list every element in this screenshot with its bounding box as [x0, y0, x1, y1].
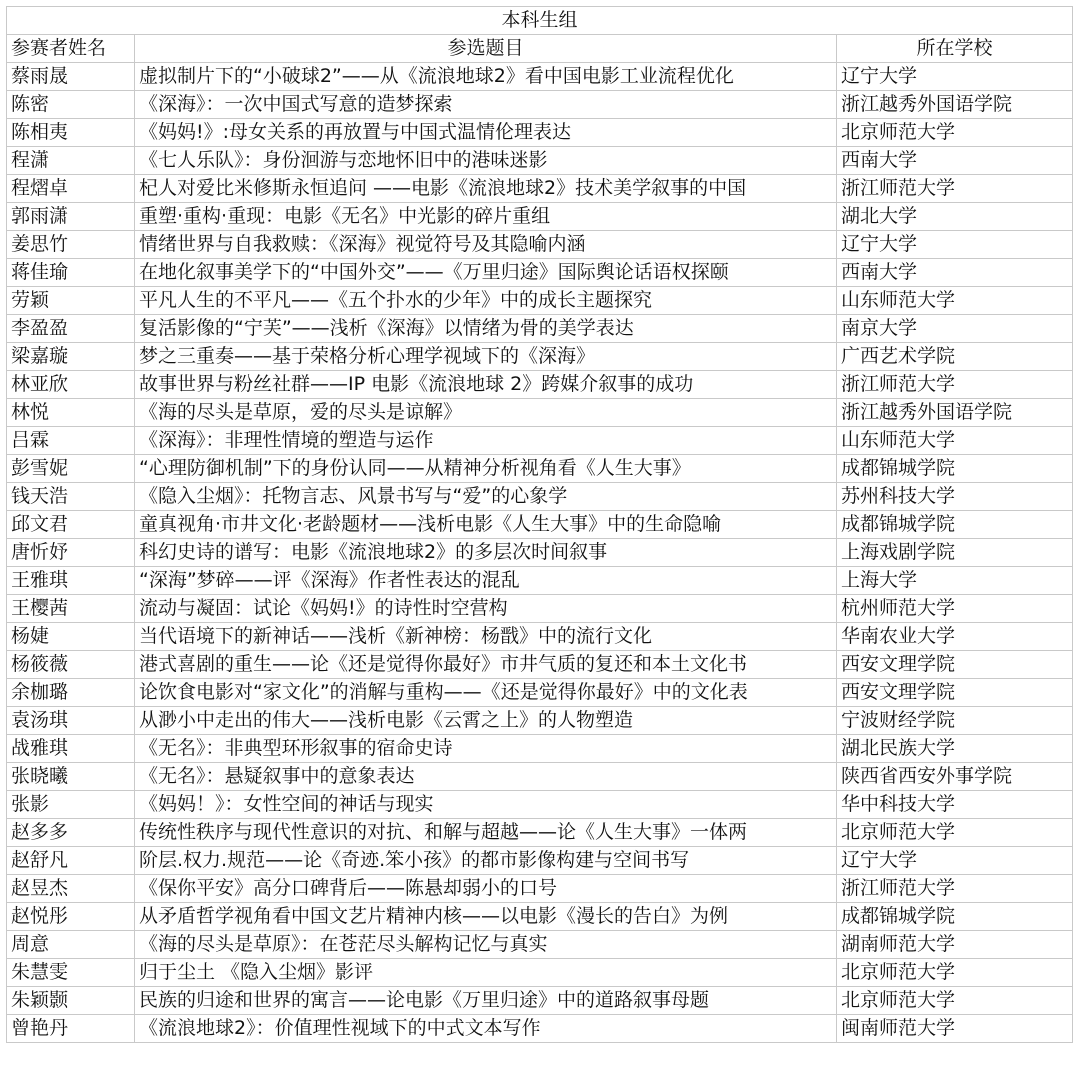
entry-title-cell: 《无名》：悬疑叙事中的意象表达 — [135, 763, 837, 791]
school-cell: 湖北大学 — [837, 203, 1073, 231]
table-row — [7, 959, 1073, 987]
entry-title-cell: “心理防御机制”下的身份认同——从精神分析视角看《人生大事》 — [135, 455, 837, 483]
entry-title-cell: 民族的归途和世界的寓言——论电影《万里归途》中的道路叙事母题 — [135, 987, 837, 1015]
participant-name-cell: 唐忻妤 — [7, 539, 135, 567]
entry-title-cell: 阶层.权力.规范——论《奇迹.笨小孩》的都市影像构建与空间书写 — [135, 847, 837, 875]
entry-title-cell: 《七人乐队》：身份洄游与恋地怀旧中的港味迷影 — [135, 147, 837, 175]
entry-title-cell: 平凡人生的不平凡——《五个扑水的少年》中的成长主题探究 — [135, 287, 837, 315]
participant-name-cell: 朱慧雯 — [7, 959, 135, 987]
table-row — [7, 903, 1073, 931]
table-row — [7, 343, 1073, 371]
participant-name-cell: 邱文君 — [7, 511, 135, 539]
entry-title-cell: 在地化叙事美学下的“中国外交”——《万里归途》国际舆论话语权探颐 — [135, 259, 837, 287]
participant-name-cell: 李盈盈 — [7, 315, 135, 343]
participant-name-cell: 姜思竹 — [7, 231, 135, 259]
entry-title-cell: 《保你平安》高分口碑背后——陈悬却弱小的口号 — [135, 875, 837, 903]
table-row — [7, 511, 1073, 539]
table-row — [7, 847, 1073, 875]
table-row — [7, 707, 1073, 735]
table-row — [7, 399, 1073, 427]
entry-title-cell: 《海的尽头是草原》：在苍茫尽头解构记忆与真实 — [135, 931, 837, 959]
participant-name-cell: 梁嘉璇 — [7, 343, 135, 371]
table-row — [7, 679, 1073, 707]
participant-name-cell: 赵舒凡 — [7, 847, 135, 875]
participant-name-cell: 赵多多 — [7, 819, 135, 847]
table-row — [7, 147, 1073, 175]
school-cell: 北京师范大学 — [837, 987, 1073, 1015]
entry-title-cell: 复活影像的“宁芙”——浅析《深海》以情绪为骨的美学表达 — [135, 315, 837, 343]
entry-title-cell: 论饮食电影对“家文化”的消解与重构——《还是觉得你最好》中的文化表 — [135, 679, 837, 707]
participant-name-cell: 杨筱薇 — [7, 651, 135, 679]
entry-title-cell: 流动与凝固：试论《妈妈!》的诗性时空营构 — [135, 595, 837, 623]
table-row — [7, 931, 1073, 959]
header-title: 参选题目 — [135, 35, 837, 63]
header-name: 参赛者姓名 — [7, 35, 135, 63]
school-cell: 南京大学 — [837, 315, 1073, 343]
school-cell: 成都锦城学院 — [837, 455, 1073, 483]
table-row — [7, 63, 1073, 91]
school-cell: 湖南师范大学 — [837, 931, 1073, 959]
entry-title-cell: 当代语境下的新神话——浅析《新神榜：杨戬》中的流行文化 — [135, 623, 837, 651]
school-cell: 成都锦城学院 — [837, 903, 1073, 931]
school-cell: 北京师范大学 — [837, 119, 1073, 147]
school-cell: 浙江越秀外国语学院 — [837, 399, 1073, 427]
entry-title-cell: 《流浪地球2》：价值理性视域下的中式文本写作 — [135, 1015, 837, 1043]
participant-name-cell: 劳颖 — [7, 287, 135, 315]
participant-name-cell: 曾艳丹 — [7, 1015, 135, 1043]
participant-name-cell: 战雅琪 — [7, 735, 135, 763]
table-row — [7, 819, 1073, 847]
school-cell: 浙江师范大学 — [837, 875, 1073, 903]
participant-name-cell: 林亚欣 — [7, 371, 135, 399]
school-cell: 北京师范大学 — [837, 819, 1073, 847]
entry-title-cell: 《海的尽头是草原，爱的尽头是谅解》 — [135, 399, 837, 427]
participant-name-cell: 吕霖 — [7, 427, 135, 455]
school-cell: 华南农业大学 — [837, 623, 1073, 651]
entry-title-cell: 重塑·重构·重现：电影《无名》中光影的碎片重组 — [135, 203, 837, 231]
participant-name-cell: 陈密 — [7, 91, 135, 119]
table-row — [7, 791, 1073, 819]
entry-title-cell: 从渺小中走出的伟大——浅析电影《云霄之上》的人物塑造 — [135, 707, 837, 735]
entry-title-cell: 《隐入尘烟》：托物言志、风景书写与“爱”的心象学 — [135, 483, 837, 511]
school-cell: 浙江师范大学 — [837, 175, 1073, 203]
participant-name-cell: 钱天浩 — [7, 483, 135, 511]
table-row — [7, 371, 1073, 399]
entry-title-cell: 《深海》：一次中国式写意的造梦探索 — [135, 91, 837, 119]
table-row — [7, 539, 1073, 567]
table-row — [7, 119, 1073, 147]
entry-title-cell: “深海”梦碎——评《深海》作者性表达的混乱 — [135, 567, 837, 595]
participant-name-cell: 周意 — [7, 931, 135, 959]
participant-name-cell: 朱颖颢 — [7, 987, 135, 1015]
school-cell: 浙江师范大学 — [837, 371, 1073, 399]
table-row — [7, 231, 1073, 259]
table-row — [7, 1015, 1073, 1043]
entry-title-cell: 港式喜剧的重生——论《还是觉得你最好》市井气质的复还和本土文化书 — [135, 651, 837, 679]
table-row — [7, 483, 1073, 511]
entry-title-cell: 《无名》：非典型环形叙事的宿命史诗 — [135, 735, 837, 763]
participants-table — [6, 6, 1073, 1043]
group-title: 本科生组 — [7, 7, 1073, 35]
school-cell: 西安文理学院 — [837, 679, 1073, 707]
participant-name-cell: 赵昱杰 — [7, 875, 135, 903]
table-row — [7, 259, 1073, 287]
participant-name-cell: 张影 — [7, 791, 135, 819]
participant-name-cell: 赵悦彤 — [7, 903, 135, 931]
entry-title-cell: 传统性秩序与现代性意识的对抗、和解与超越——论《人生大事》一体两 — [135, 819, 837, 847]
participant-name-cell: 袁汤琪 — [7, 707, 135, 735]
school-cell: 广西艺术学院 — [837, 343, 1073, 371]
table-row — [7, 315, 1073, 343]
entry-title-cell: 《妈妈!》:母女关系的再放置与中国式温情伦理表达 — [135, 119, 837, 147]
school-cell: 杭州师范大学 — [837, 595, 1073, 623]
table-row — [7, 427, 1073, 455]
table-row — [7, 455, 1073, 483]
school-cell: 上海大学 — [837, 567, 1073, 595]
participant-name-cell: 蒋佳瑜 — [7, 259, 135, 287]
participant-name-cell: 余枷璐 — [7, 679, 135, 707]
participant-name-cell: 郭雨潇 — [7, 203, 135, 231]
school-cell: 辽宁大学 — [837, 231, 1073, 259]
table-row — [7, 567, 1073, 595]
entry-title-cell: 童真视角·市井文化·老龄题材——浅析电影《人生大事》中的生命隐喻 — [135, 511, 837, 539]
school-cell: 湖北民族大学 — [837, 735, 1073, 763]
school-cell: 西南大学 — [837, 259, 1073, 287]
table-row — [7, 91, 1073, 119]
school-cell: 苏州科技大学 — [837, 483, 1073, 511]
table-row — [7, 175, 1073, 203]
table-body — [7, 63, 1073, 1043]
school-cell: 辽宁大学 — [837, 847, 1073, 875]
participant-name-cell: 林悦 — [7, 399, 135, 427]
school-cell: 陕西省西安外事学院 — [837, 763, 1073, 791]
table-row — [7, 203, 1073, 231]
entry-title-cell: 情绪世界与自我救赎：《深海》视觉符号及其隐喻内涵 — [135, 231, 837, 259]
school-cell: 西南大学 — [837, 147, 1073, 175]
school-cell: 北京师范大学 — [837, 959, 1073, 987]
entry-title-cell: 科幻史诗的谱写：电影《流浪地球2》的多层次时间叙事 — [135, 539, 837, 567]
table-row — [7, 595, 1073, 623]
entry-title-cell: 归于尘土 《隐入尘烟》影评 — [135, 959, 837, 987]
school-cell: 辽宁大学 — [837, 63, 1073, 91]
entry-title-cell: 《妈妈！》：女性空间的神话与现实 — [135, 791, 837, 819]
school-cell: 成都锦城学院 — [837, 511, 1073, 539]
participant-name-cell: 杨婕 — [7, 623, 135, 651]
participant-name-cell: 陈相夷 — [7, 119, 135, 147]
header-row — [7, 35, 1073, 63]
entry-title-cell: 《深海》：非理性情境的塑造与运作 — [135, 427, 837, 455]
participant-name-cell: 彭雪妮 — [7, 455, 135, 483]
participant-name-cell: 程潇 — [7, 147, 135, 175]
table-row — [7, 735, 1073, 763]
participant-name-cell: 蔡雨晟 — [7, 63, 135, 91]
group-title-row — [7, 7, 1073, 35]
table-row — [7, 987, 1073, 1015]
school-cell: 浙江越秀外国语学院 — [837, 91, 1073, 119]
school-cell: 西安文理学院 — [837, 651, 1073, 679]
school-cell: 上海戏剧学院 — [837, 539, 1073, 567]
entry-title-cell: 从矛盾哲学视角看中国文艺片精神内核——以电影《漫长的告白》为例 — [135, 903, 837, 931]
table-row — [7, 287, 1073, 315]
header-school: 所在学校 — [837, 35, 1073, 63]
school-cell: 山东师范大学 — [837, 427, 1073, 455]
school-cell: 闽南师范大学 — [837, 1015, 1073, 1043]
entry-title-cell: 虚拟制片下的“小破球2”——从《流浪地球2》看中国电影工业流程优化 — [135, 63, 837, 91]
participant-name-cell: 张晓曦 — [7, 763, 135, 791]
entry-title-cell: 故事世界与粉丝社群——IP 电影《流浪地球 2》跨媒介叙事的成功 — [135, 371, 837, 399]
school-cell: 宁波财经学院 — [837, 707, 1073, 735]
table-row — [7, 651, 1073, 679]
participant-name-cell: 程熠卓 — [7, 175, 135, 203]
entry-title-cell: 梦之三重奏——基于荣格分析心理学视域下的《深海》 — [135, 343, 837, 371]
table-row — [7, 875, 1073, 903]
table-row — [7, 763, 1073, 791]
entry-title-cell: 杞人对爱比米修斯永恒追问 ——电影《流浪地球2》技术美学叙事的中国 — [135, 175, 837, 203]
participant-name-cell: 王雅琪 — [7, 567, 135, 595]
table-row — [7, 623, 1073, 651]
participant-name-cell: 王樱茜 — [7, 595, 135, 623]
school-cell: 华中科技大学 — [837, 791, 1073, 819]
school-cell: 山东师范大学 — [837, 287, 1073, 315]
